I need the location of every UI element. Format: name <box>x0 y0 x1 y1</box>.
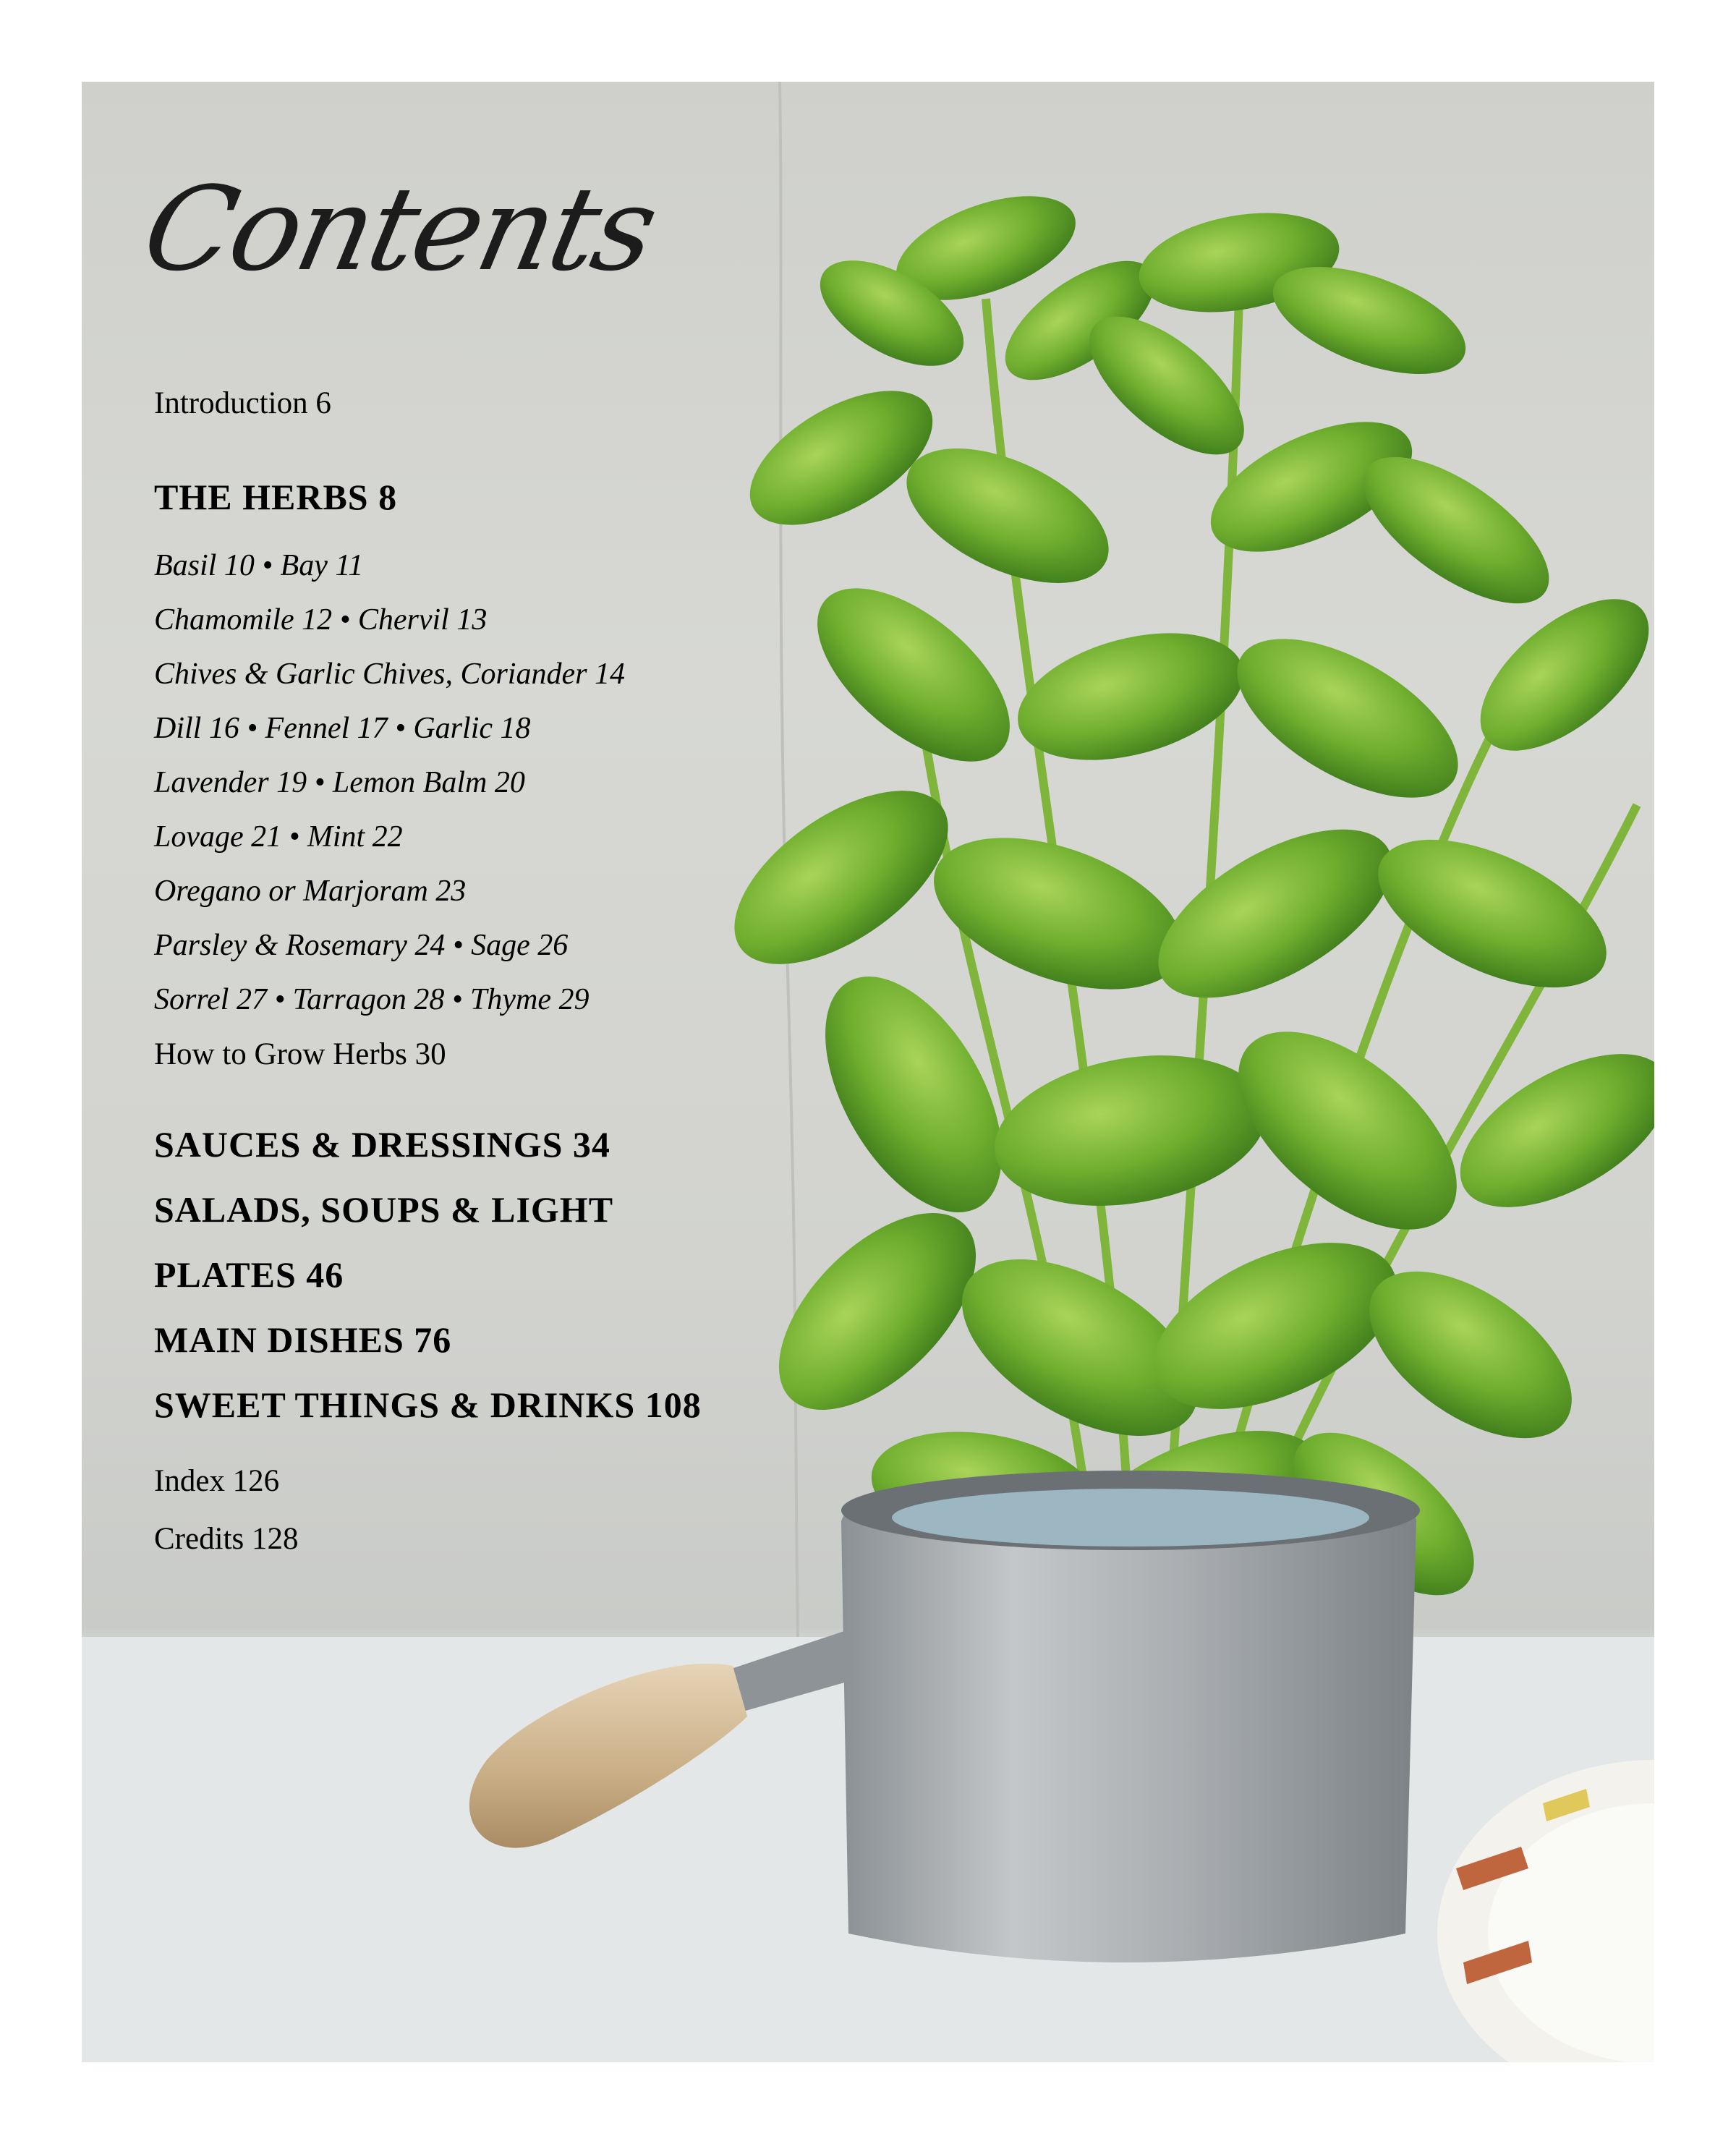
contents-title: Contents <box>132 161 667 297</box>
toc-herb-line[interactable]: Oregano or Marjoram 23 <box>154 875 467 908</box>
toc-chapter[interactable]: SWEET THINGS & DRINKS 108 <box>154 1384 702 1425</box>
toc-herb-line[interactable]: Dill 16 • Fennel 17 • Garlic 18 <box>154 712 531 745</box>
toc-credits[interactable]: Credits 128 <box>154 1522 299 1556</box>
toc-herb-line[interactable]: Lavender 19 • Lemon Balm 20 <box>154 766 525 799</box>
toc-how-to-grow[interactable]: How to Grow Herbs 30 <box>154 1037 446 1071</box>
toc-herb-line[interactable]: Basil 10 • Bay 11 <box>154 549 364 582</box>
toc-index[interactable]: Index 126 <box>154 1464 280 1498</box>
toc-herb-line[interactable]: Chamomile 12 • Chervil 13 <box>154 603 488 637</box>
toc-chapter[interactable]: PLATES 46 <box>154 1254 344 1295</box>
toc-the-herbs[interactable]: THE HERBS 8 <box>154 477 398 517</box>
toc-chapter[interactable]: SAUCES & DRESSINGS 34 <box>154 1124 610 1165</box>
photo-illustration <box>82 82 1654 2062</box>
toc-herb-line[interactable]: Parsley & Rosemary 24 • Sage 26 <box>154 929 569 962</box>
toc-herb-line[interactable]: Sorrel 27 • Tarragon 28 • Thyme 29 <box>154 983 590 1016</box>
toc-chapter[interactable]: SALADS, SOUPS & LIGHT <box>154 1189 614 1230</box>
toc-herb-line[interactable]: Lovage 21 • Mint 22 <box>154 820 403 854</box>
toc-chapter[interactable]: MAIN DISHES 76 <box>154 1319 452 1360</box>
toc-herb-line[interactable]: Chives & Garlic Chives, Coriander 14 <box>154 658 625 691</box>
toc-introduction[interactable]: Introduction 6 <box>154 386 331 420</box>
basil-pot-photo <box>82 82 1654 2062</box>
